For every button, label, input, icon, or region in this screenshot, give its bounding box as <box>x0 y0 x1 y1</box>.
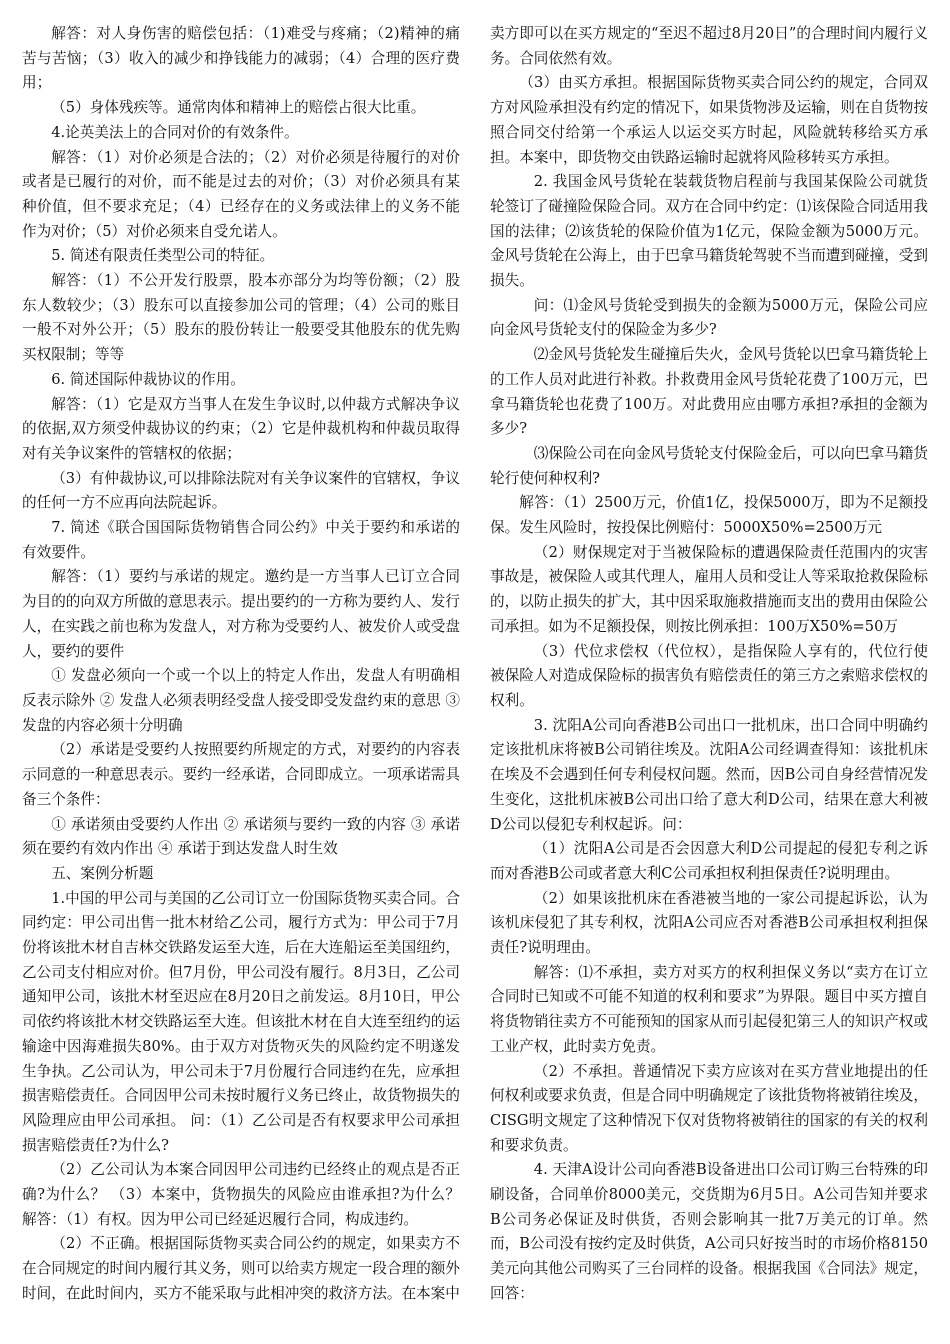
paragraph: 解答：（1）对价必须是合法的；（2）对价必须是待履行的对价或者是已履行的对价，而不能是过去的对价；（3）对价必须具有某种价值，但不要求充足；（4）已经存在的义务或法律上的义务不能作为对价；（5）对价必须来自受允诺人。 <box>22 148 460 240</box>
paragraph: 解答：对人身伤害的赔偿包括：（1)难受与疼痛；（2)精神的痛苦与苦恼；（3）收入的减少和挣钱能力的减弱；（4）合理的医疗费用； <box>22 25 460 92</box>
paragraph: 解答：（1）要约与承诺的规定。邀约是一方当事人已订立合同为目的的向双方所做的意思表示。提出要约的一方称为要约人、发行人，在实践之前也称为发盘人，对方称为受要约人、被发价人或受盘人，要约的要件 <box>22 568 460 660</box>
paragraph: 7. 简述《联合国国际货物销售合同公约》中关于要约和承诺的有效要件。 <box>22 519 460 561</box>
paragraph: 6. 简述国际仲裁协议的作用。 <box>51 370 245 388</box>
paragraph: ⑵金风号货轮发生碰撞后失火，金风号货轮以巴拿马籍货轮上的工作人员对此进行补救。扑救费用金风号货轮花费了100万元，巴拿马籍货轮也花费了100万。对此费用应由哪方承担?承担的金额为多少? <box>490 346 928 438</box>
paragraph: ① 发盘必须向一个或一个以上的特定人作出，发盘人有明确相反表示除外 ② 发盘人必须表明经受盘人接受即受发盘约束的意思 ③ 发盘的内容必须十分明确 <box>22 667 460 734</box>
paragraph: ① 承诺须由受要约人作出 ② 承诺须与要约一致的内容 ③ 承诺须在要约有效内作出 ④ 承诺于到达发盘人时生效 <box>22 815 460 858</box>
paragraph: 2. 我国金风号货轮在装载货物启程前与我国某保险公司就货轮签订了碰撞险保险合同。双方在合同中约定：⑴该保险合同适用我国的法律；⑵该货轮的保险价值为1亿元，保险金额为5000万元。金风号货轮在公海上，由于巴拿马籍货轮驾驶不当而遭到碰撞，受到损失。 <box>490 173 928 290</box>
paragraph: 5. 简述有限责任类型公司的特征。 <box>51 247 275 265</box>
paragraph: （3）有仲裁协议,可以排除法院对有关争议案件的官辖权，争议的任何一方不应再向法院起诉。 <box>22 469 460 512</box>
paragraph: 4. 天津A设计公司向香港B设备进出口公司订购三台特殊的印刷设备，合同单价8000美元，交货期为6月5日。A公司告知并要求B公司务必保证及时供货，否则会影响其一批7万美元的订单。然而，B公司没有按约定及时供货，A公司只好按当时的市场价格8150美元向其他公司购买了三台同样的设备。根据我国《合同法》规定，回答： <box>490 1161 928 1302</box>
paragraph: （2）乙公司认为本案合同因甲公司违约已经终止的观点是否正确?为什么？ （3）本案中，货物损失的风险应由谁承担?为什么？解答：（1）有权。因为甲公司已经延迟履行合同，构成违约。 <box>22 1161 460 1228</box>
paragraph: 3. 沈阳A公司向香港B公司出口一批机床，出口合同中明确约定该批机床将被B公司销往埃及。沈阳A公司经调查得知：该批机床在埃及不会遇到任何专利侵权问题。然而，因B公司自身经营情况发生变化，这批机床被B公司出口给了意大利D公司，结果在意大利被D公司以侵犯专利权起诉。问： <box>490 716 928 833</box>
paragraph: （1）沈阳A公司是否会因意大利D公司提起的侵犯专利之诉而对香港B公司或者意大利C公司承担权利担保责任?说明理由。 <box>490 840 928 882</box>
paragraph: 1.中国的甲公司与美国的乙公司订立一份国际货物买卖合同。合同约定：甲公司出售一批木材给乙公司，履行方式为：甲公司于7月份将该批木材自吉林交铁路发运至大连，后在大连船运至美国纽约，乙公司支付相应对价。但7月份，甲公司没有履行。8月3日，乙公司通知甲公司，该批木材至迟应在8月20日之前发运。8月10日，甲公司依约将该批木材交铁路运至大连。但该批木材在自大连至纽约的运输途中因海难损失80%。由于双方对货物灭失的风险约定不明遂发生争执。乙公司认为，甲公司未于7月份履行合同违约在先，应承担损害赔偿责任。合同因甲公司未按时履行义务已终止，故货物损失的风险理应由甲公司承担。 问：（1）乙公司是否有权要求甲公司承担损害赔偿责任?为什么? <box>22 889 460 1154</box>
paragraph: 解答：⑴不承担，卖方对买方的权利担保义务以“卖方在订立合同时已知或不可能不知道的权利和要求”为界限。题目中买方擅自将货物销往卖方不可能预知的国家从而引起侵犯第三人的知识产权或工业产权，此时卖方免责。 <box>490 963 928 1055</box>
paragraph: 问：⑴金风号货轮受到损失的金额为5000万元，保险公司应向金风号货轮支付的保险金为多少? <box>490 296 928 339</box>
paragraph: （2）不承担。普通情况下卖方应该对在买方营业地提出的任何权利或要求负责，但是合同中明确规定了该批货物将被销往埃及，CISG明文规定了这种情况下仅对货物将被销往的国家的有关的权利和要求负责。 <box>490 1062 928 1154</box>
paragraph: （2）承诺是受要约人按照要约所规定的方式，对要约的内容表示同意的一种意思表示。要约一经承诺，合同即成立。一项承诺需具备三个条件： <box>22 741 460 808</box>
paragraph: （2）如果该批机床在香港被当地的一家公司提起诉讼，认为该机床侵犯了其专利权，沈阳A公司应否对香港B公司承担权利担保责任?说明理由。 <box>490 889 928 957</box>
paragraph: ⑶保险公司在向金风号货轮支付保险金后，可以向巴拿马籍货轮行使何种权利? <box>490 444 928 487</box>
paragraph: 4.论英美法上的合同对价的有效条件。 <box>51 123 299 141</box>
paragraph: 解答：（1）不公开发行股票，股本亦部分为均等份额；（2）股东人数较少；（3）股东可以直接参加公司的管理；（4）公司的账目一般不对外公开；（5）股东的股份转让一般要受其他股东的优先购买权限制；等等 <box>22 272 460 364</box>
paragraph: 卖方即可以在买方规定的“至迟不超过8月20日”的合理时间内履行义务。合同依然有效。 <box>490 25 928 67</box>
right-column <box>490 22 928 1344</box>
left-column <box>22 22 460 1344</box>
paragraph: （3）由买方承担。根据国际货物买卖合同公约的规定，合同双方对风险承担没有约定的情况下，如果货物涉及运输，则在自货物按照合同交付给第一个承运人以运交买方时起，风险就转移给买方承担。本案中，即货物交由铁路运输时起就将风险移转买方承担。 <box>490 74 928 166</box>
paragraph: 解答：（1）它是双方当事人在发生争议时,以仲裁方式解决争议的依据,双方须受仲裁协议的约束；（2）它是仲裁机构和仲裁员取得对有关争议案件的管辖权的依据； <box>22 395 460 462</box>
paragraph: （2）不正确。根据国际货物买卖合同公约的规定，如果卖方不在合同规定的时间内履行其义务，则可以给卖方规定一段合理的额外时间，在此时间内，买方不能采取与此相冲突的救济方法。在本案中 <box>22 1235 460 1302</box>
paragraph: 五、案例分析题 <box>51 864 154 882</box>
paragraph: 解答：（1）2500万元，价值1亿，投保5000万，即为不足额投保。发生风险时，按投保比例赔付：5000X50%=2500万元 <box>490 494 928 537</box>
paragraph: （3）代位求偿权（代位权），是指保险人享有的，代位行使被保险人对造成保险标的损害负有赔偿责任的第三方之索赔求偿权的权利。 <box>490 642 928 709</box>
paragraph: （5）身体残疾等。通常肉体和精神上的赔偿占很大比重。 <box>51 99 426 117</box>
paragraph: （2）财保规定对于当被保险标的遭遇保险责任范围内的灾害事故是，被保险人或其代理人，雇用人员和受让人等采取抢救保险标的，以防止损失的扩大，其中因采取施救措施而支出的费用由保险公司承担。如为不足额投保，则按比例承担：100万X50%=50万 <box>490 543 928 635</box>
